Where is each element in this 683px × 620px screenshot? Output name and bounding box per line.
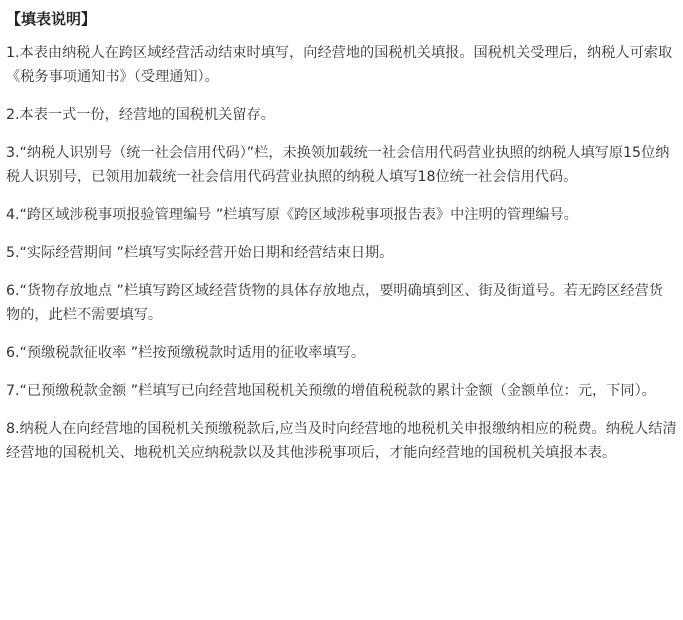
instruction-paragraph-7: 6.“预缴税款征收率 ”栏按预缴税款时适用的征收率填写。 [6,345,366,361]
section-heading: 【填表说明】 [6,10,97,28]
instruction-paragraph-4: 4.“跨区域涉税事项报验管理编号 ”栏填写原《跨区域涉税事项报告表》中注明的管理编号。 [6,207,578,223]
instruction-paragraph-9: 8.纳税人在向经营地的国税机关预缴税款后,应当及时向经营地的地税机关申报缴纳相应的税费。纳税人结清经营地的国税机关、地税机关应纳税款以及其他涉税事项后，才能向经营地的国税机关填报本表。 [6,421,677,461]
instruction-paragraph-5: 5.“实际经营期间 ”栏填写实际经营开始日期和经营结束日期。 [6,245,394,261]
instruction-paragraph-6: 6.“货物存放地点 ”栏填写跨区域经营货物的具体存放地点，要明确填到区、街及街道号。若无跨区经营货物的，此栏不需要填写。 [6,283,663,323]
instruction-paragraph-2: 2.本表一式一份，经营地的国税机关留存。 [6,107,275,123]
instruction-paragraph-8: 7.“已预缴税款金额 ”栏填写已向经营地国税机关预缴的增值税税款的累计金额（金额单位：元，下同）。 [6,383,656,399]
instruction-paragraph-3: 3.“纳税人识别号（统一社会信用代码）”栏，未换领加载统一社会信用代码营业执照的纳税人填写原15位纳税人识别号，已领用加载统一社会信用代码营业执照的纳税人填写18位统一社会信用代码。 [6,145,670,185]
instruction-paragraph-1: 1.本表由纳税人在跨区域经营活动结束时填写，向经营地的国税机关填报。国税机关受理后，纳税人可索取《税务事项通知书》（受理通知）。 [6,45,673,85]
